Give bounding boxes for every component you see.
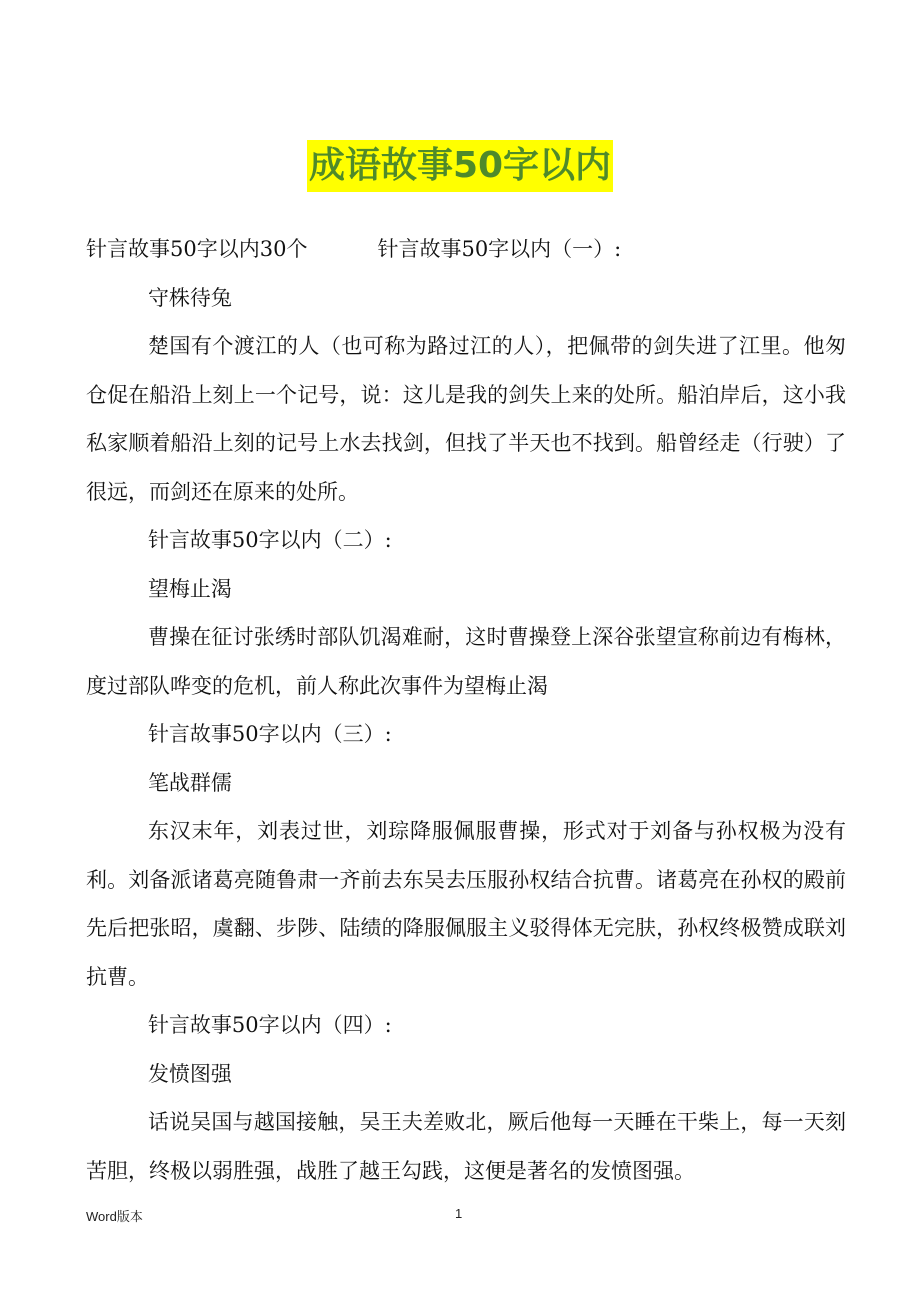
page-number: 1	[455, 1206, 463, 1221]
intro-left-text: 针言故事50字以内30个	[86, 237, 308, 261]
document-title: 成语故事50字以内	[307, 140, 613, 192]
story-heading-1: 守株待兔	[147, 285, 232, 310]
footer-label: Word版本	[86, 1209, 143, 1224]
story-heading-2: 望梅止渴	[147, 576, 232, 601]
intro-line	[86, 225, 846, 274]
story-heading-4: 发愤图强	[147, 1061, 232, 1086]
title-block	[0, 140, 920, 192]
story-body-3: 东汉末年，刘表过世，刘琮降服佩服曹操，形式对于刘备与孙权极为没有利。刘备派诸葛亮随鲁肃一齐前去东吴去压服孙权结合抗曹。诸葛亮在孙权的殿前先后把张昭，虞翻、步陟、陆绩的降服佩服主义驳得体无完肤，孙权终极赞成联刘抗曹。	[86, 819, 846, 989]
story-heading-3: 笔战群儒	[147, 770, 232, 795]
intro-right-text: 针言故事50字以内（一）:	[377, 237, 622, 261]
section-heading-2: 针言故事50字以内（二）:	[147, 528, 392, 552]
section-heading-4: 针言故事50字以内（四）:	[147, 1013, 392, 1037]
document-body	[86, 225, 846, 1195]
story-body-2: 曹操在征讨张绣时部队饥渴难耐，这时曹操登上深谷张望宣称前边有梅林，度过部队哗变的危机，前人称此次事件为望梅止渴	[86, 625, 846, 698]
story-body-4: 话说吴国与越国接触，吴王夫差败北，厥后他每一天睡在干柴上，每一天刻苦胆，终极以弱胜强，战胜了越王勾践，这便是著名的发愤图强。	[86, 1110, 846, 1183]
story-body-1: 楚国有个渡江的人（也可称为路过江的人），把佩带的剑失进了江里。他匆仓促在船沿上刻上一个记号，说：这儿是我的剑失上来的处所。船泊岸后，这小我私家顺着船沿上刻的记号上水去找剑，但找了半天也不找到。船曾经走（行驶）了很远，而剑还在原来的处所。	[86, 334, 846, 504]
section-heading-3: 针言故事50字以内（三）:	[147, 722, 392, 746]
